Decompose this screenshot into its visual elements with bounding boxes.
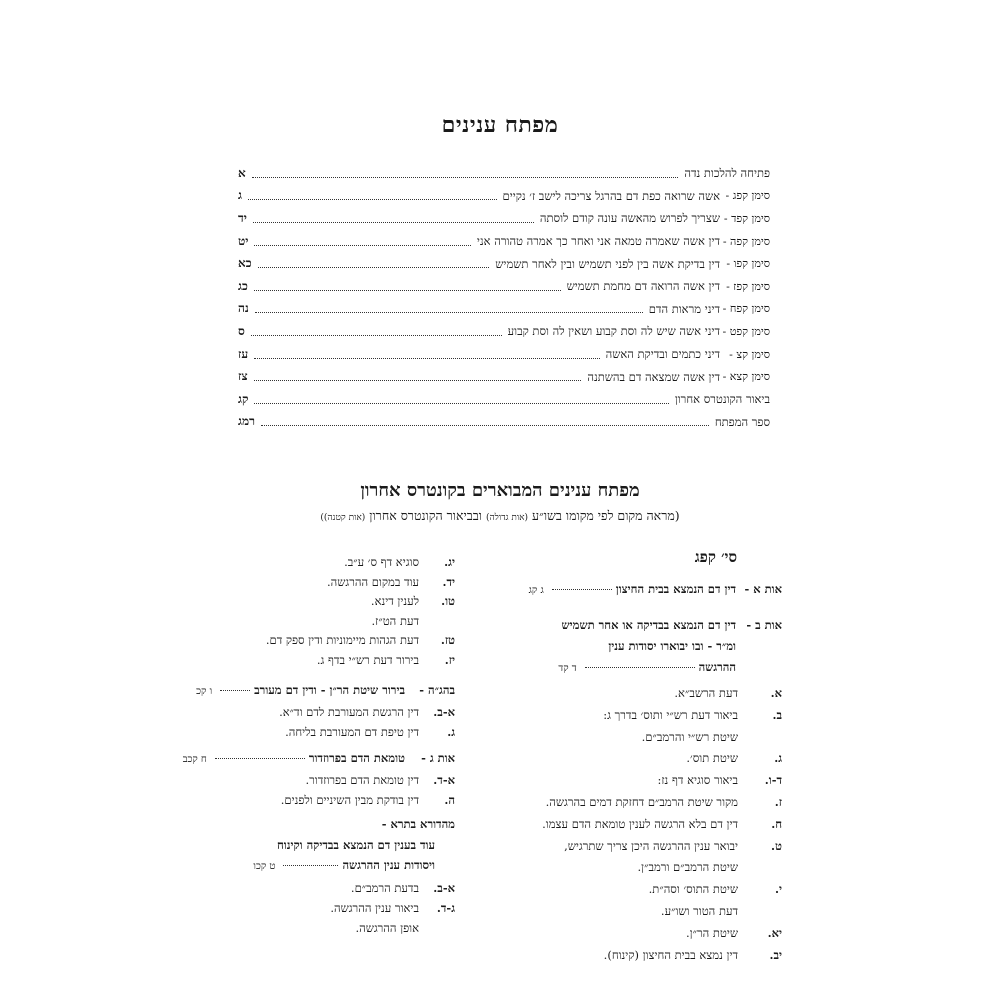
- item-text: יבואר ענין ההרגשה היכן צריך שתרגיש,: [564, 838, 738, 853]
- item-text: דעת הטור ושו״ע.: [660, 904, 738, 918]
- item-label: ב.: [772, 707, 782, 722]
- toc-entry-title: דין אשה שמצאה דם בהשתנה: [587, 369, 720, 384]
- bhn-ref: ו קכ: [196, 686, 213, 697]
- ot-b-dots: [585, 667, 695, 668]
- list-item: [344, 555, 455, 569]
- mb-ref: ט קכו: [253, 861, 276, 872]
- item-label: ח.: [771, 816, 782, 831]
- toc-section: סימן קפח -: [722, 302, 770, 316]
- list-item: [305, 773, 455, 787]
- list-item: [657, 773, 782, 787]
- toc-entry: [238, 411, 770, 434]
- toc-entry: [238, 298, 770, 321]
- mb-dots: [283, 865, 338, 866]
- item-label: טו.: [441, 594, 455, 608]
- item-text: בדעת הרמב״ם.: [350, 881, 419, 895]
- toc-page-number: כג: [238, 278, 248, 293]
- list-item: [542, 817, 782, 831]
- item-text: שיטת הרמב״ם ורמב״ן.: [637, 860, 738, 875]
- toc-page-number: א: [238, 165, 246, 180]
- toc-page-number: כא: [238, 256, 252, 271]
- otg-label: אות ג -: [421, 751, 455, 765]
- right-column: [492, 540, 782, 980]
- ot-b-ref: ד קד: [558, 663, 577, 674]
- toc-section: סימן קפה -: [722, 234, 770, 248]
- toc-entry: [238, 185, 770, 208]
- toc-section: סימן קצ -: [729, 347, 770, 361]
- toc-entry-title: ביאור הקונטרס אחרון: [674, 392, 770, 407]
- item-text: שיטת התוס׳ וסה״ת.: [648, 882, 738, 897]
- list-item: [546, 795, 782, 809]
- list-item: [674, 686, 782, 700]
- otg-dots: [215, 758, 305, 759]
- item-text: דין דם בלא הרגשה לענין טומאת הדם עצמו.: [542, 816, 738, 831]
- item-text: סוגיא דף ס׳ ע״ב.: [344, 555, 419, 569]
- item-text: דין טיפת דם המעורבת בליחה.: [285, 725, 419, 739]
- item-label: יז.: [444, 652, 455, 667]
- bhn-dots: [220, 690, 250, 691]
- ot-a-ref: ג קג: [528, 585, 544, 596]
- item-text: דעת הרשב״א.: [674, 686, 738, 700]
- leader-dots: [248, 199, 497, 200]
- item-label: טז.: [440, 633, 455, 647]
- item-label: יא.: [767, 925, 782, 940]
- toc-page-number: ג: [238, 188, 242, 203]
- toc-section: סימן קפד -: [723, 211, 770, 225]
- toc-title: מפתח ענינים: [441, 112, 559, 138]
- otg-text: טומאת הדם בפרוזדור: [308, 751, 405, 765]
- toc-section: סימן קפט -: [722, 324, 770, 338]
- toc-entry-title: דיני אשה שיש לה וסת קבוע ושאין לה וסת קבוע: [507, 324, 720, 339]
- toc-entry-title: דיני מראות הדם: [648, 301, 720, 316]
- toc-entry: [238, 320, 770, 343]
- list-item: [661, 904, 782, 918]
- toc-section: סימן קפג -: [725, 189, 770, 203]
- toc-entry-title: אשה שרואה כפת דם בהרגל צריכה לישב ז׳ נקיים: [502, 188, 720, 203]
- item-label: ג-ד.: [436, 901, 455, 915]
- item-text: מקור שיטת הרמב״ם דחזקת דמים בהרגשה.: [545, 795, 738, 809]
- otg-ref: ח קכב: [182, 754, 207, 765]
- toc-entry-title: דין אשה שאמרה טמאה אני ואחר כך אמרה טהורה אני: [476, 234, 720, 249]
- ot-b-line2-row: [608, 639, 736, 653]
- item-label: ט.: [771, 838, 782, 853]
- mb-entry: [382, 817, 455, 831]
- subtitle-part-d: (אות קטנה)): [320, 513, 366, 523]
- mb-label: מהדורא בתרא -: [381, 817, 455, 831]
- toc-entry: [238, 230, 770, 253]
- list-item: [281, 793, 455, 807]
- subtitle-part-c: ובביאור הקונטרס אחרון: [369, 508, 482, 523]
- item-label: ד-ו.: [764, 773, 782, 788]
- item-text: דעת הגהות מיימוניות ודין ספק דם.: [265, 633, 419, 647]
- list-item: [603, 708, 782, 722]
- bhn-label: בהג״ה -: [419, 683, 455, 697]
- list-item: [372, 614, 456, 628]
- toc-entry-title: שצריך לפרוש מהאשה עונה קודם לוסתה: [539, 211, 720, 226]
- item-text: שיטת תוס׳.: [686, 751, 738, 766]
- item-label: ה.: [444, 793, 455, 807]
- leader-dots: [254, 290, 561, 291]
- left-column: [150, 555, 455, 985]
- list-item: [285, 725, 455, 739]
- item-label: א-ב.: [433, 705, 455, 719]
- ot-b-line1: דין דם הנמצא בבדיקה או אחר תשמיש: [561, 618, 736, 632]
- leader-dots: [254, 403, 668, 404]
- toc-entry: [238, 343, 770, 366]
- ot-a-entry: [529, 582, 782, 596]
- list-item: [327, 575, 455, 589]
- item-label: ג.: [447, 725, 455, 739]
- list-item: [604, 948, 782, 962]
- ot-b-label: אות ב -: [746, 618, 782, 632]
- toc-list: [238, 162, 770, 433]
- toc-page-number: רמג: [238, 414, 255, 429]
- leader-dots: [254, 380, 582, 381]
- list-item: [371, 594, 455, 608]
- item-label: ז.: [774, 795, 782, 809]
- list-item: [649, 882, 782, 896]
- toc-entry-title: דין בדיקת אשה בין לפני תשמיש ובין לאחר תשמיש: [495, 256, 720, 271]
- list-item: [317, 653, 455, 667]
- item-text: דעת הט״ז.: [371, 613, 419, 628]
- index2-subtitle: [0, 508, 1000, 524]
- otg-entry: [183, 751, 455, 765]
- leader-dots: [252, 177, 679, 178]
- bhn-text: בירור שיטת הר״ן - ודין דם מעורב: [254, 683, 405, 697]
- item-text: ביאור סוגיא דף נז:: [657, 773, 738, 788]
- mb-line2: ויסודות ענין ההרגשה: [342, 858, 435, 872]
- toc-section: סימן קפז -: [726, 279, 770, 293]
- list-item: [637, 860, 782, 874]
- item-label: ג.: [774, 751, 782, 766]
- ot-a-text: דין דם הנמצא בבית החיצון: [615, 582, 736, 596]
- leader-dots: [261, 425, 709, 426]
- leader-dots: [254, 245, 471, 246]
- item-text: אופן ההרגשה.: [355, 921, 419, 935]
- item-text: לענין דינא.: [370, 594, 419, 608]
- list-item: [330, 901, 455, 915]
- toc-entry: [238, 162, 770, 185]
- siman-heading: סי׳ קפג: [694, 548, 737, 566]
- toc-entry-title: פתיחה להלכות נדה: [684, 166, 770, 181]
- toc-section: סימן קצא -: [722, 370, 770, 384]
- leader-dots: [258, 267, 490, 268]
- mb-line1-row: [277, 838, 435, 852]
- ot-a-dots: [552, 589, 612, 590]
- subtitle-part-b: (אות גדולה): [485, 513, 529, 523]
- leader-dots: [254, 358, 599, 359]
- toc-entry: [238, 275, 770, 298]
- item-text: דין טומאת הדם בפרוזדור.: [305, 773, 419, 787]
- ot-b-line2: ומ״ר - ובו יבוארו יסודות ענין: [608, 639, 736, 653]
- item-text: דין הרגשת המעורבת לדם וד״א.: [279, 705, 419, 719]
- toc-entry: [238, 388, 770, 411]
- toc-entry-title: דיני כתמים ובדיקת האשה: [605, 347, 720, 362]
- item-text: שיטת הר״ן.: [686, 925, 738, 940]
- toc-page-number: נה: [238, 301, 249, 316]
- leader-dots: [255, 312, 643, 313]
- index2-title: מפתח ענינים המבוארים בקונטרס אחרון: [360, 480, 640, 501]
- toc-page-number: ס: [238, 323, 245, 338]
- item-label: יד.: [442, 574, 455, 589]
- item-text: בירור דעת רש״י בדף ג.: [316, 652, 419, 667]
- toc-section: סימן קפו -: [726, 257, 770, 271]
- ot-a-label: אות א -: [744, 582, 782, 596]
- item-text: דין נמצא בבית החיצון (קינוח).: [603, 947, 738, 962]
- item-text: ביאור דעת רש״י ותוס׳ בדרך ג:: [603, 707, 738, 722]
- list-item: [686, 751, 782, 765]
- item-label: א-ב.: [433, 881, 455, 895]
- toc-page-number: יט: [238, 233, 249, 248]
- item-label: יג.: [444, 555, 455, 569]
- toc-entry: [238, 207, 770, 230]
- ot-b-line3: ההרגשה: [698, 660, 736, 674]
- item-label: י.: [774, 882, 782, 897]
- ot-b-line3-row: [558, 660, 736, 674]
- list-item: [642, 730, 782, 744]
- item-label: א.: [770, 686, 782, 700]
- toc-entry: [238, 252, 770, 275]
- item-label: יב.: [769, 947, 782, 962]
- toc-entry-title: ספר המפתח: [714, 414, 770, 429]
- item-text: עוד במקום ההרגשה.: [326, 574, 419, 589]
- list-item: [355, 921, 455, 935]
- item-text: ביאור ענין ההרגשה.: [330, 901, 419, 915]
- toc-entry-title: דין אשה הרואה דם מחמת תשמיש: [566, 279, 720, 294]
- toc-page-number: קג: [238, 391, 249, 406]
- toc-page-number: יד: [238, 210, 247, 225]
- list-item: [686, 926, 782, 940]
- list-item: [279, 705, 455, 719]
- item-text: דין בודקת מבין השיניים ולפנים.: [280, 793, 419, 807]
- toc-page-number: עז: [238, 346, 249, 361]
- list-item: [351, 881, 455, 895]
- list-item: [266, 633, 455, 647]
- leader-dots: [251, 335, 502, 336]
- item-text: שיטת רש״י והרמב״ם.: [641, 729, 738, 744]
- leader-dots: [253, 222, 534, 223]
- toc-page-number: צז: [238, 369, 248, 384]
- mb-line2-row: [253, 858, 435, 872]
- ot-b-entry: [562, 618, 782, 632]
- bhn-entry: [196, 683, 455, 697]
- toc-entry: [238, 365, 770, 388]
- item-label: א-ד.: [433, 773, 455, 787]
- subtitle-part-a: (מראה מקום לפי מקומו בשו״ע: [532, 508, 680, 523]
- list-item: [564, 839, 782, 853]
- mb-line1: עוד בענין דם הנמצא בבדיקה וקינוח: [276, 838, 435, 852]
